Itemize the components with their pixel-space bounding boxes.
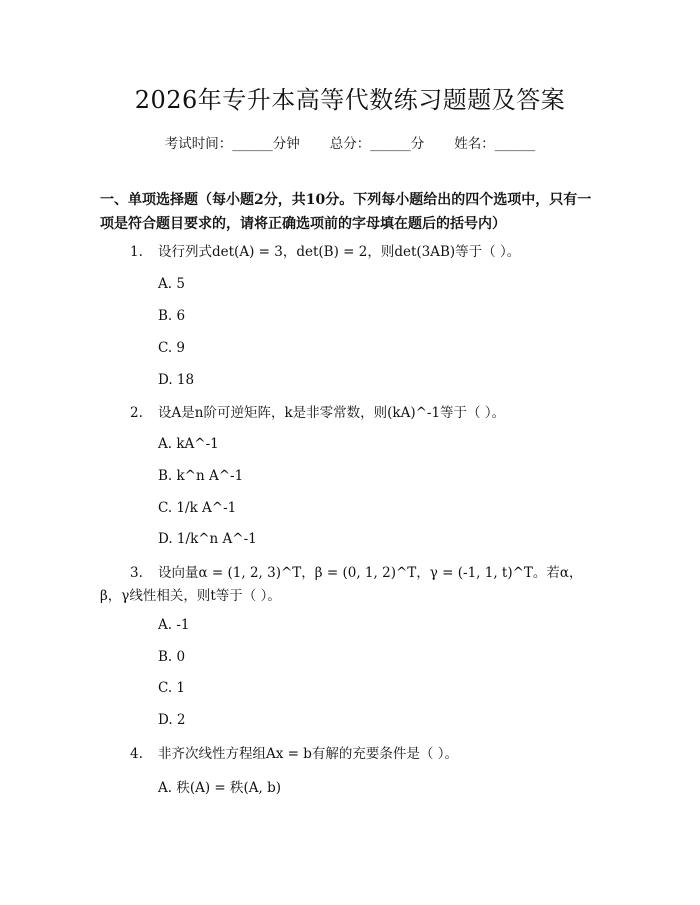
option-3b: B. 0 — [158, 649, 186, 665]
question-text: 设向量α = (1, 2, 3)^T，β = (0, 1, 2)^T，γ = (-1, 1, t)^T。若α，β，γ线性相关，则t等于（ ）。 — [100, 565, 583, 604]
question-4 — [130, 743, 600, 766]
question-text: 非齐次线性方程组Ax = b有解的充要条件是（ ）。 — [158, 746, 458, 762]
option-4a: A. 秩(A) = 秩(A, b) — [158, 780, 282, 796]
option-2c: C. 1/k A^-1 — [158, 500, 237, 516]
question-number: 4. — [130, 746, 143, 762]
option-3d: D. 2 — [158, 712, 186, 728]
question-number: 3. — [130, 565, 143, 581]
option-3a: A. -1 — [158, 617, 190, 633]
option-1a: A. 5 — [158, 276, 185, 292]
question-text: 设行列式det(A) = 3，det(B) = 2，则det(3AB)等于（ ）。 — [158, 244, 521, 260]
option-1d: D. 18 — [158, 372, 195, 388]
question-3 — [100, 562, 600, 608]
option-2b: B. k^n A^-1 — [158, 468, 244, 484]
page-title: 2026年专升本高等代数练习题题及答案 — [134, 86, 566, 114]
option-1c: C. 9 — [158, 340, 186, 356]
question-1 — [130, 241, 600, 264]
exam-info-line — [0, 132, 700, 152]
question-text: 设A是n阶可逆矩阵，k是非零常数，则(kA)^-1等于（ ）。 — [158, 405, 506, 421]
exam-time-field: 考试时间：______分钟 — [164, 136, 300, 152]
section-heading: 一、单项选择题（每小题2分，共10分。下列每小题给出的四个选项中，只有一项是符合题目要求的，请将正确选项前的字母填在题后的括号内） — [100, 192, 592, 232]
question-number: 2. — [130, 405, 143, 421]
option-2d: D. 1/k^n A^-1 — [158, 531, 257, 547]
option-3c: C. 1 — [158, 680, 186, 696]
question-2 — [130, 402, 600, 425]
name-field: 姓名：______ — [454, 136, 536, 152]
question-number: 1. — [130, 244, 143, 260]
option-1b: B. 6 — [158, 308, 186, 324]
option-2a: A. kA^-1 — [158, 436, 219, 452]
total-score-field: 总分：______分 — [329, 136, 425, 152]
